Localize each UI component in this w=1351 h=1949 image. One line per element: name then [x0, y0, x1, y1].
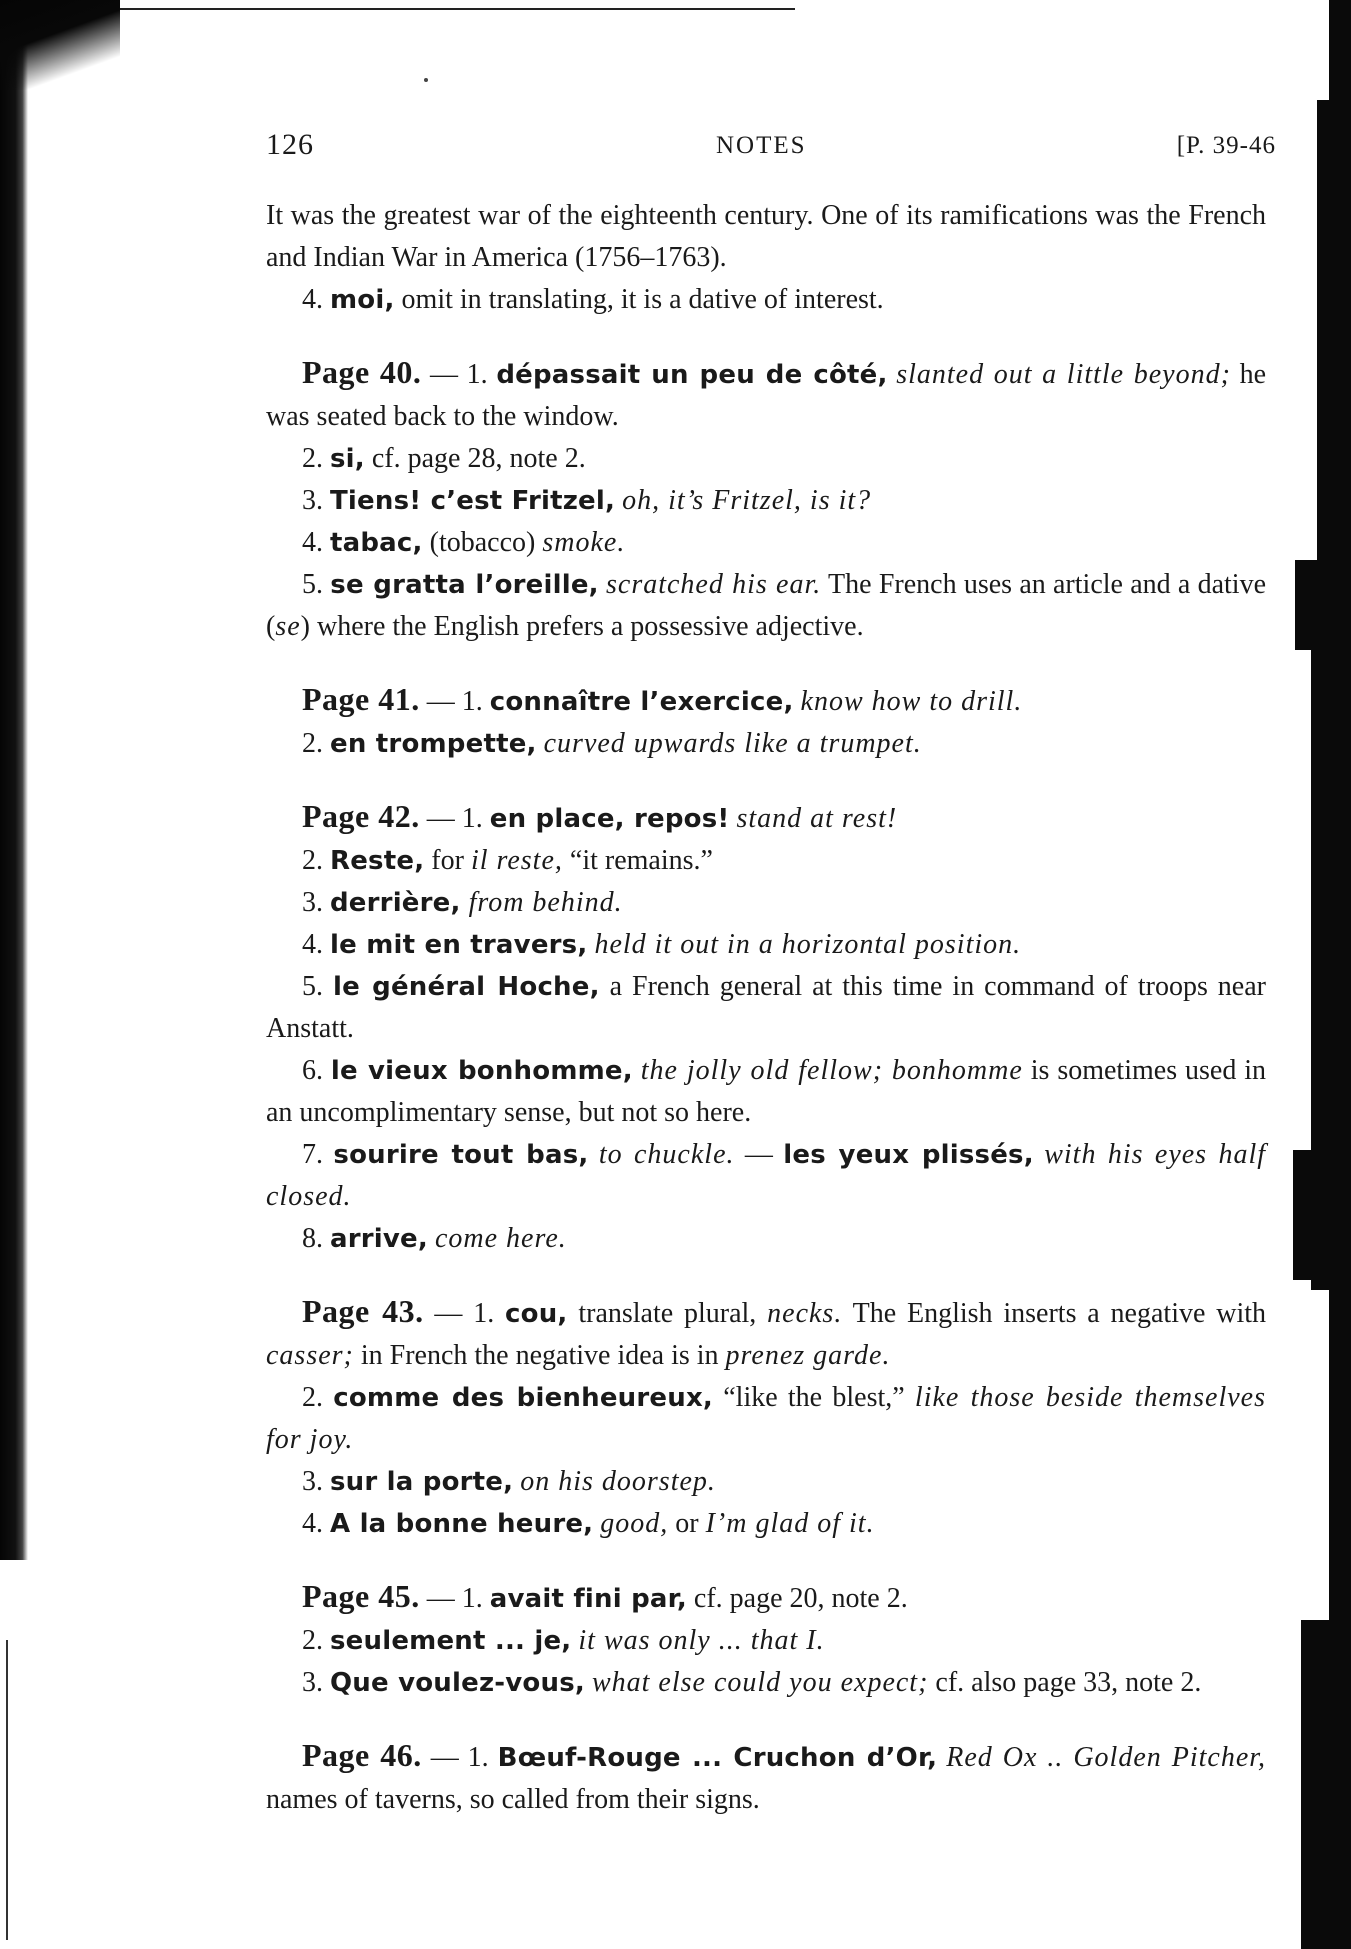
french-term: avait fini par, — [489, 1584, 687, 1614]
note-text: a French general at this time in command of troops near Anstatt. — [266, 971, 1266, 1044]
note-paragraph — [266, 1662, 1266, 1704]
note-text: cf. page 28, note 2. — [364, 443, 586, 474]
note-paragraph — [266, 678, 1266, 723]
french-term: sur la porte, — [330, 1467, 514, 1497]
note-text — [937, 1742, 946, 1773]
note-text: 4. — [302, 527, 330, 558]
note-text — [633, 1055, 641, 1086]
note-text: — 1. — [423, 1298, 506, 1329]
note-text: — 1. — [419, 803, 490, 834]
note-paragraph — [266, 882, 1266, 924]
note-paragraph — [266, 1734, 1266, 1821]
english-gloss: to chuckle. — [598, 1139, 735, 1170]
english-gloss: scratched his ear. — [606, 569, 822, 600]
note-paragraph — [266, 1461, 1266, 1503]
french-term: se gratta l’oreille, — [330, 570, 599, 600]
english-gloss: the jolly old fellow; bonhomme — [640, 1055, 1023, 1086]
note-text: 5. — [302, 971, 333, 1002]
note-paragraph — [266, 1503, 1266, 1545]
note-text: The English inserts a negative with — [842, 1298, 1266, 1329]
english-gloss: prenez garde. — [725, 1340, 891, 1371]
section-gap — [266, 1704, 1266, 1734]
french-term: si, — [330, 444, 365, 474]
english-gloss: smoke. — [542, 527, 626, 558]
note-text: 5. — [302, 569, 331, 600]
french-term: moi, — [330, 285, 395, 315]
note-paragraph — [266, 522, 1266, 564]
note-text: 2. — [302, 728, 330, 759]
note-text: 8. — [302, 1223, 330, 1254]
english-gloss: Red Ox .. Golden Pitcher, — [946, 1742, 1267, 1773]
english-gloss: with his eyes half closed. — [266, 1139, 1267, 1212]
page-range: [P. 39-46 — [1176, 132, 1276, 159]
note-paragraph — [266, 1290, 1266, 1377]
note-text: 2. — [302, 1382, 334, 1413]
note-text — [428, 1223, 435, 1254]
french-term: dépassait un peu de côté, — [496, 360, 888, 390]
english-gloss: come here. — [434, 1223, 567, 1254]
section-gap — [266, 1545, 1266, 1575]
note-paragraph — [266, 924, 1266, 966]
page-title: NOTES — [716, 132, 807, 159]
note-paragraph — [266, 723, 1266, 765]
note-text — [537, 728, 544, 759]
note-paragraph — [266, 1218, 1266, 1260]
french-term: le mit en travers, — [330, 930, 588, 960]
scan-right-margin — [1293, 0, 1351, 1949]
note-text: 7. — [302, 1139, 334, 1170]
note-text: 3. — [302, 1667, 330, 1698]
note-text: — 1. — [419, 1583, 490, 1614]
note-paragraph — [266, 564, 1266, 648]
english-gloss: se — [275, 611, 301, 642]
english-gloss: know how to drill. — [800, 686, 1023, 717]
note-paragraph — [266, 480, 1266, 522]
english-gloss: oh, it’s Fritzel, is it? — [622, 485, 872, 516]
french-term: A la bonne heure, — [330, 1509, 594, 1539]
note-text: — 1. — [421, 359, 497, 390]
note-text: It was the greatest war of the eighteenth century. One of its ramifications was the French and Indian War in America (1756–1763). — [266, 200, 1266, 273]
page-reference: Page 42. — [302, 798, 420, 834]
note-text: in French the negative idea is in — [353, 1340, 726, 1371]
french-term: sourire tout bas, — [333, 1140, 589, 1170]
french-term: arrive, — [330, 1224, 428, 1254]
section-gap — [266, 648, 1266, 678]
note-paragraph — [266, 1134, 1266, 1218]
note-text: or — [668, 1508, 706, 1539]
note-text: 2. — [302, 845, 330, 876]
note-paragraph — [266, 195, 1266, 279]
note-text: for — [424, 845, 471, 876]
running-head — [266, 128, 1276, 168]
page-reference: Page 41. — [302, 681, 420, 717]
french-term: les yeux plissés, — [783, 1140, 1034, 1170]
note-text: 3. — [302, 1466, 330, 1497]
english-gloss: stand at rest! — [736, 803, 898, 834]
english-gloss: held it out in a horizontal position. — [594, 929, 1022, 960]
note-paragraph — [266, 438, 1266, 480]
note-text: 2. — [302, 1625, 330, 1656]
french-term: Que voulez-vous, — [330, 1668, 585, 1698]
scan-left-shadow — [0, 0, 28, 1560]
page-number: 126 — [266, 128, 314, 161]
note-text: translate plural, — [567, 1298, 768, 1329]
note-text — [888, 359, 897, 390]
note-paragraph — [266, 840, 1266, 882]
english-gloss: on his doorstep. — [520, 1466, 716, 1497]
note-text: “it remains.” — [562, 845, 713, 876]
note-text: — — [734, 1139, 784, 1170]
note-text: “like the blest,” — [713, 1382, 915, 1413]
english-gloss: il reste, — [470, 845, 563, 876]
note-text: ) where the English prefers a possessive adjective. — [300, 611, 864, 642]
french-term: Bœuf-Rouge ... Cruchon d’Or, — [497, 1743, 938, 1773]
note-text — [794, 686, 801, 717]
english-gloss: necks. — [767, 1298, 843, 1329]
french-term: connaître l’exercice, — [489, 687, 794, 717]
note-paragraph — [266, 279, 1266, 321]
note-paragraph — [266, 1050, 1266, 1134]
french-term: le vieux bonhomme, — [330, 1056, 633, 1086]
note-paragraph — [266, 1620, 1266, 1662]
scan-top-rule — [95, 8, 795, 10]
scan-left-line — [6, 1640, 8, 1940]
english-gloss: it was only ... that I. — [578, 1625, 825, 1656]
note-paragraph — [266, 351, 1266, 438]
note-text: 4. — [302, 929, 330, 960]
french-term: derrière, — [330, 888, 461, 918]
page-reference: Page 40. — [302, 354, 422, 390]
scan-right-bar — [1295, 560, 1351, 650]
note-text: 3. — [302, 887, 330, 918]
note-text: cf. also page 33, note 2. — [928, 1667, 1202, 1698]
page-reference: Page 45. — [302, 1578, 420, 1614]
section-gap — [266, 321, 1266, 351]
note-text: (tobacco) — [422, 527, 543, 558]
note-text: names of taverns, so called from their signs. — [266, 1784, 760, 1815]
note-text: 4. — [302, 1508, 330, 1539]
note-paragraph — [266, 1377, 1266, 1461]
note-paragraph — [266, 966, 1266, 1050]
scan-right-bar — [1301, 1620, 1351, 1949]
french-term: Reste, — [330, 846, 425, 876]
english-gloss: like those beside themselves for joy. — [266, 1382, 1266, 1455]
french-term: cou, — [505, 1299, 568, 1329]
scan-speck — [424, 78, 428, 82]
french-term: en trompette, — [330, 729, 537, 759]
section-gap — [266, 765, 1266, 795]
english-gloss: I’m glad of it. — [705, 1508, 875, 1539]
note-paragraph — [266, 795, 1266, 840]
note-text: cf. page 20, note 2. — [686, 1583, 908, 1614]
english-gloss: good, — [600, 1508, 669, 1539]
note-text: — 1. — [419, 686, 490, 717]
page-reference: Page 43. — [302, 1293, 424, 1329]
note-text: The French uses an article and a dative ( — [266, 569, 1267, 642]
note-text: 4. — [302, 284, 330, 315]
english-gloss: curved upwards like a trumpet. — [543, 728, 922, 759]
english-gloss: slanted out a little beyond; — [896, 359, 1231, 390]
note-text: omit in translating, it is a dative of interest. — [394, 284, 884, 315]
note-text: 6. — [302, 1055, 331, 1086]
note-text — [588, 1139, 598, 1170]
note-text: 2. — [302, 443, 330, 474]
french-term: Tiens! c’est Fritzel, — [330, 486, 616, 516]
section-gap — [266, 1260, 1266, 1290]
note-text: 3. — [302, 485, 330, 516]
scan-left-corner-shadow — [0, 0, 120, 90]
english-gloss: from behind. — [460, 887, 623, 918]
note-text — [585, 1667, 592, 1698]
note-text: he was seated back to the window. — [266, 359, 1267, 432]
notes-body — [266, 195, 1266, 1821]
french-term: le général Hoche, — [332, 972, 600, 1002]
page-reference: Page 46. — [302, 1737, 422, 1773]
scan-right-bar — [1293, 1150, 1351, 1280]
note-text: is sometimes used in an uncomplimentary sense, but not so here. — [266, 1055, 1267, 1128]
note-text — [599, 569, 606, 600]
french-term: seulement ... je, — [330, 1626, 572, 1656]
french-term: comme des bienheureux, — [333, 1383, 713, 1413]
english-gloss: casser; — [266, 1340, 354, 1371]
note-paragraph — [266, 1575, 1266, 1620]
english-gloss: what else could you expect; — [591, 1667, 929, 1698]
french-term: en place, repos! — [489, 804, 730, 834]
note-text — [1034, 1139, 1044, 1170]
french-term: tabac, — [330, 528, 423, 558]
note-text: — 1. — [421, 1742, 498, 1773]
